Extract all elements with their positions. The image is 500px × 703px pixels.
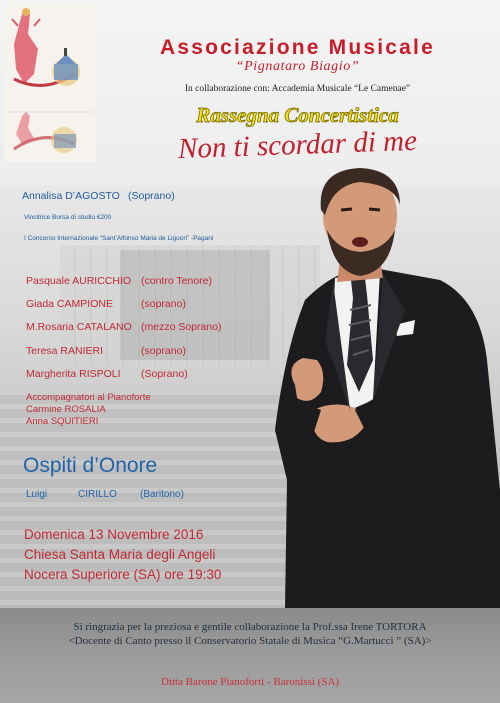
scholarship-note: Vincitrice Borsa di studio €200 [24,214,112,221]
performer-row [26,298,186,310]
performer-name: Pasquale AURICCHIO [26,275,132,287]
association-logo [4,4,96,162]
association-subname: “Pignataro Biagio” [235,59,360,74]
accompanists-label: Accompagnatori al Pianoforte [26,392,151,403]
collaboration-line: In collaborazione con: Accademia Musicale “Le Camenae” [184,84,411,94]
performer-name: Giada CAMPIONE [26,298,113,310]
performer-role: (contro Tenore) [141,275,213,287]
performer-role: (soprano) [141,345,186,357]
association-name: Associazione Musicale [160,36,435,59]
event-date: Domenica 13 Novembre 2016 [24,527,204,542]
sponsor-line: Ditta Barone Pianoforti - Baronissi (SA) [160,676,340,688]
performer-role: (mezzo Soprano) [141,321,222,333]
competition-note: I Concorso Internazionale “Sant’Alfonso Maria de Liguori” -Pagani [24,235,214,242]
event-place-time: Nocera Superiore (SA) ore 19:30 [24,567,222,582]
performer-name: M.Rosaria CATALANO [26,321,132,333]
performer-row [26,368,188,380]
lead-performer-name: Annalisa D’AGOSTO [22,190,120,202]
performer-role: (soprano) [141,298,186,310]
performer-role: (Soprano) [141,368,188,380]
guest-role: (Baritono) [140,489,184,500]
guest-row [26,489,184,500]
event-venue: Chiesa Santa Maria degli Angeli [24,547,216,562]
guest-surname: CIRILLO [78,489,117,500]
accompanist-name: Anna SQUITIERI [26,416,99,427]
performer-row [26,275,213,287]
lead-performer [22,190,175,202]
singer-portrait [255,160,500,608]
teacher-credit: <Docente di Canto presso il Conservatorio Statale di Musica “G.Martucci ” (SA)> [68,635,432,647]
performer-name: Margherita RISPOLI [26,368,121,380]
performer-name: Teresa RANIERI [26,345,104,357]
accompanist-name: Carmine ROSALIA [26,404,106,415]
guests-heading: Ospiti d’Onore [23,454,158,477]
thanks-line: Si ringrazia per la preziosa e gentile collaborazione la Prof.ssa Irene TORTORA [73,621,427,633]
guest-first-name: Luigi [26,489,48,500]
series-title: Rassegna Concertistica [196,103,399,127]
performer-row [26,321,222,333]
lead-performer-role: (Soprano) [128,190,175,202]
performer-row [26,345,186,357]
concert-subtitle: Non ti scordar di me [177,124,418,166]
